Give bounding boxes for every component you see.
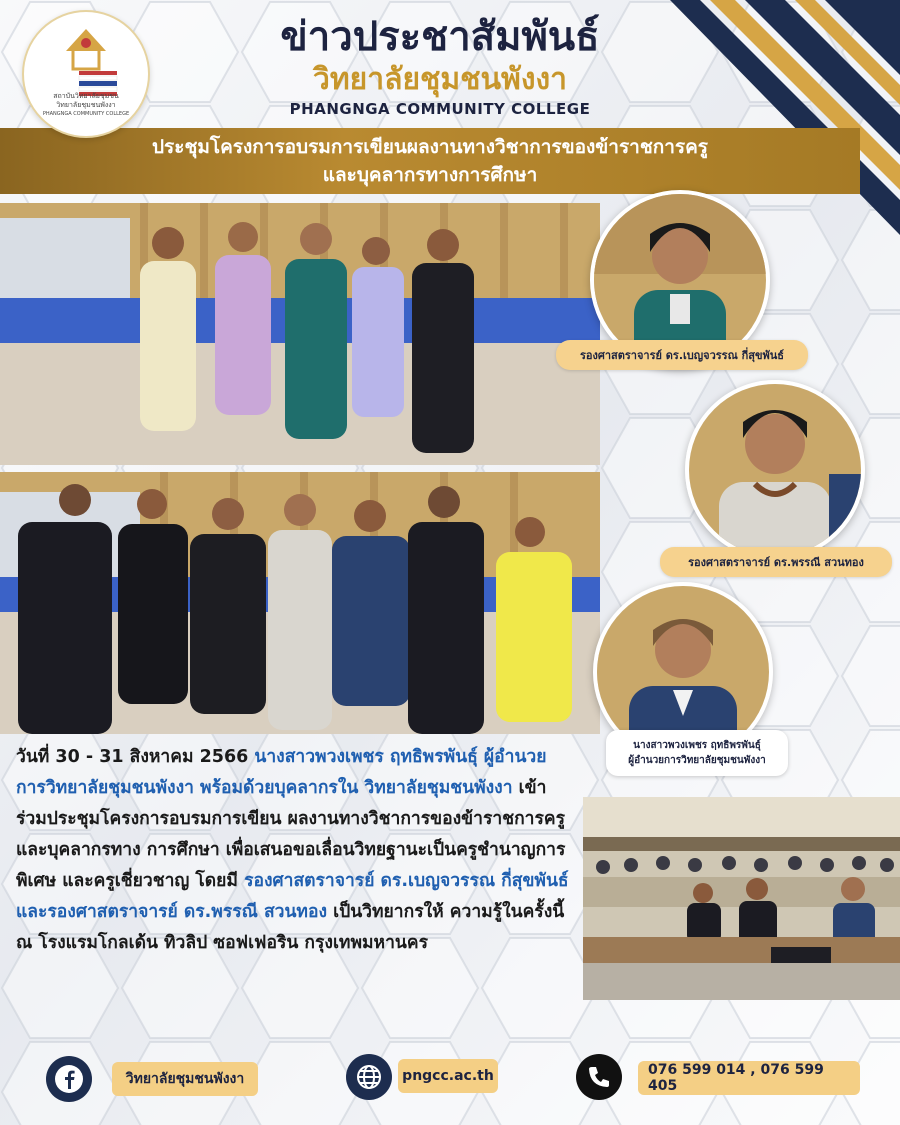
caption-person-3 <box>606 730 788 776</box>
logo-text-line1: สถาบันวิทยาลัยชุมชน <box>53 92 119 100</box>
article-body <box>16 742 576 959</box>
group-photo-2 <box>0 472 600 734</box>
headline-line2: และบุคลากรทางการศึกษา <box>322 164 538 186</box>
phone-numbers[interactable]: 076 599 014 , 076 599 405 <box>638 1061 860 1095</box>
website-link[interactable]: pngcc.ac.th <box>398 1059 498 1093</box>
article-highlight-speakers: รองศาสตราจารย์ ดร.เบญจวรรณ กี่สุขพันธ์ และรองศาสตราจารย์ ดร.พรรณี สวนทอง <box>16 871 569 922</box>
college-name-english: PHANGNGA COMMUNITY COLLEGE <box>289 100 591 118</box>
phone-icon[interactable] <box>576 1054 622 1100</box>
facebook-icon[interactable] <box>46 1056 92 1102</box>
caption-person-1: รองศาสตราจารย์ ดร.เบญจวรรณ กี่สุขพันธ์ <box>556 340 808 370</box>
page-title: ข่าวประชาสัมพันธ์ <box>280 14 600 60</box>
meeting-room-photo <box>583 797 900 1000</box>
facebook-link[interactable]: วิทยาลัยชุมชนพังงา <box>112 1062 258 1096</box>
article-highlight-director: นางสาวพวงเพชร ฤทธิพรพันธุ์ ผู้อำนวยการวิทยาลัยชุมชนพังงา พร้อมด้วยบุคลากรใน วิทยาลัยชุมชนพังงา <box>16 747 547 798</box>
group-photo-1 <box>0 203 600 465</box>
article-date-intro: วันที่ 30 - 31 สิงหาคม 2566 <box>16 747 255 767</box>
logo-text-line2: วิทยาลัยชุมชนพังงา <box>56 101 116 109</box>
caption-person-3-title: ผู้อำนวยการวิทยาลัยชุมชนพังงา <box>628 755 766 766</box>
college-name-thai: วิทยาลัยชุมชนพังงา <box>313 62 567 97</box>
article-body-end: เป็นวิทยากรให้ ความรู้ในครั้งนี้ ณ โรงแรมโกลเด้น ทิวลิป ซอฟเฟอริน กรุงเทพมหานคร <box>16 902 565 953</box>
globe-icon[interactable] <box>346 1054 392 1100</box>
college-logo <box>22 10 150 138</box>
caption-person-2: รองศาสตราจารย์ ดร.พรรณี สวนทอง <box>660 547 892 577</box>
portrait-person-2 <box>685 380 865 560</box>
logo-text-line3: PHANGNGA COMMUNITY COLLEGE <box>42 111 130 117</box>
article-body-middle: เข้าร่วมประชุมโครงการอบรมการเขียน ผลงานทางวิชาการของข้าราชการครูและบุคลากรทาง การศึกษา เพื่อเสนอขอเลื่อนวิทยฐานะเป็นครูชำนาญการพิเศษ และครูเชี่ยวชาญ โดยมี <box>16 778 566 891</box>
caption-person-3-name: นางสาวพวงเพชร ฤทธิพรพันธุ์ <box>633 740 761 751</box>
headline-line1: ประชุมโครงการอบรมการเขียนผลงานทางวิชาการของข้าราชการครู <box>151 136 709 158</box>
headline-band <box>0 128 860 194</box>
